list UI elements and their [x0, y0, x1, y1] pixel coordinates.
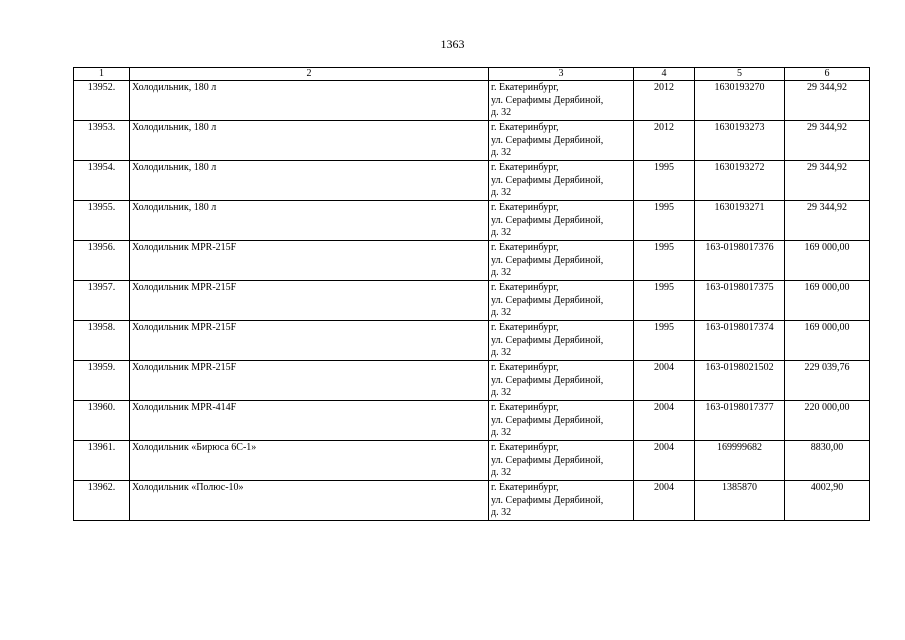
item-name: Холодильник MPR-215F — [130, 361, 489, 401]
inventory-number: 163-0198017375 — [695, 281, 785, 321]
item-name: Холодильник MPR-215F — [130, 281, 489, 321]
item-address — [489, 81, 634, 121]
address-line: ул. Серафимы Дерябиной, — [491, 374, 604, 386]
row-number: 13954. — [74, 161, 130, 201]
item-name: Холодильник MPR-215F — [130, 241, 489, 281]
table-row — [74, 481, 870, 521]
inventory-number: 163-0198017376 — [695, 241, 785, 281]
address-line: д. 32 — [491, 507, 512, 518]
item-name: Холодильник, 180 л — [130, 161, 489, 201]
address-line: ул. Серафимы Дерябиной, — [491, 294, 604, 306]
column-header-5: 5 — [695, 68, 785, 81]
address-line: г. Екатеринбург, — [491, 442, 559, 453]
address-line: д. 32 — [491, 187, 512, 198]
address-line: д. 32 — [491, 307, 512, 318]
table-row — [74, 361, 870, 401]
address-line: г. Екатеринбург, — [491, 162, 559, 173]
inventory-number: 163-0198017374 — [695, 321, 785, 361]
table-row — [74, 321, 870, 361]
item-name: Холодильник, 180 л — [130, 201, 489, 241]
item-year: 1995 — [634, 281, 695, 321]
address-line: ул. Серафимы Дерябиной, — [491, 454, 604, 466]
item-cost: 229 039,76 — [785, 361, 870, 401]
item-year: 1995 — [634, 241, 695, 281]
item-address — [489, 321, 634, 361]
item-address — [489, 441, 634, 481]
item-cost: 169 000,00 — [785, 241, 870, 281]
row-number: 13961. — [74, 441, 130, 481]
item-address — [489, 161, 634, 201]
address-line: ул. Серафимы Дерябиной, — [491, 494, 604, 506]
item-name: Холодильник MPR-215F — [130, 321, 489, 361]
item-name: Холодильник «Бирюса 6С-1» — [130, 441, 489, 481]
table-row — [74, 201, 870, 241]
item-address — [489, 401, 634, 441]
address-line: г. Екатеринбург, — [491, 242, 559, 253]
table-row — [74, 401, 870, 441]
row-number: 13959. — [74, 361, 130, 401]
address-line: д. 32 — [491, 147, 512, 158]
row-number: 13956. — [74, 241, 130, 281]
address-line: г. Екатеринбург, — [491, 202, 559, 213]
column-header-3: 3 — [489, 68, 634, 81]
row-number: 13957. — [74, 281, 130, 321]
address-line: г. Екатеринбург, — [491, 322, 559, 333]
item-name: Холодильник, 180 л — [130, 121, 489, 161]
table-row — [74, 441, 870, 481]
address-line: ул. Серафимы Дерябиной, — [491, 334, 604, 346]
item-year: 2012 — [634, 81, 695, 121]
inventory-number: 163-0198017377 — [695, 401, 785, 441]
row-number: 13953. — [74, 121, 130, 161]
address-line: г. Екатеринбург, — [491, 362, 559, 373]
inventory-number: 1385870 — [695, 481, 785, 521]
inventory-number: 1630193270 — [695, 81, 785, 121]
table-row — [74, 121, 870, 161]
table-row — [74, 81, 870, 121]
address-line: г. Екатеринбург, — [491, 82, 559, 93]
address-line: ул. Серафимы Дерябиной, — [491, 254, 604, 266]
table-row — [74, 241, 870, 281]
address-line: г. Екатеринбург, — [491, 282, 559, 293]
address-line: г. Екатеринбург, — [491, 482, 559, 493]
item-year: 2004 — [634, 441, 695, 481]
row-number: 13962. — [74, 481, 130, 521]
item-cost: 169 000,00 — [785, 321, 870, 361]
address-line: д. 32 — [491, 267, 512, 278]
column-header-4: 4 — [634, 68, 695, 81]
item-cost: 4002,90 — [785, 481, 870, 521]
row-number: 13955. — [74, 201, 130, 241]
page-number: 1363 — [440, 37, 465, 51]
item-name: Холодильник, 180 л — [130, 81, 489, 121]
inventory-number: 163-0198021502 — [695, 361, 785, 401]
column-header-2: 2 — [130, 68, 489, 81]
item-address — [489, 281, 634, 321]
item-year: 2004 — [634, 361, 695, 401]
address-line: д. 32 — [491, 347, 512, 358]
row-number: 13952. — [74, 81, 130, 121]
address-line: г. Екатеринбург, — [491, 122, 559, 133]
item-year: 1995 — [634, 201, 695, 241]
item-address — [489, 481, 634, 521]
address-line: ул. Серафимы Дерябиной, — [491, 134, 604, 146]
table-body — [74, 81, 870, 521]
item-address — [489, 241, 634, 281]
inventory-number: 1630193271 — [695, 201, 785, 241]
row-number: 13960. — [74, 401, 130, 441]
table-row — [74, 281, 870, 321]
property-registry-table — [73, 67, 870, 521]
item-cost: 220 000,00 — [785, 401, 870, 441]
inventory-number: 169999682 — [695, 441, 785, 481]
address-line: ул. Серафимы Дерябиной, — [491, 414, 604, 426]
address-line: д. 32 — [491, 227, 512, 238]
header-row — [74, 68, 870, 81]
item-address — [489, 121, 634, 161]
item-year: 2004 — [634, 481, 695, 521]
item-cost: 29 344,92 — [785, 81, 870, 121]
address-line: д. 32 — [491, 427, 512, 438]
item-address — [489, 201, 634, 241]
address-line: ул. Серафимы Дерябиной, — [491, 174, 604, 186]
item-cost: 29 344,92 — [785, 201, 870, 241]
row-number: 13958. — [74, 321, 130, 361]
column-header-1: 1 — [74, 68, 130, 81]
item-address — [489, 361, 634, 401]
table-header — [74, 68, 870, 81]
address-line: г. Екатеринбург, — [491, 402, 559, 413]
table-row — [74, 161, 870, 201]
item-year: 1995 — [634, 321, 695, 361]
address-line: д. 32 — [491, 387, 512, 398]
address-line: ул. Серафимы Дерябиной, — [491, 94, 604, 106]
address-line: д. 32 — [491, 467, 512, 478]
address-line: д. 32 — [491, 107, 512, 118]
item-name: Холодильник MPR-414F — [130, 401, 489, 441]
item-name: Холодильник «Полюс-10» — [130, 481, 489, 521]
inventory-number: 1630193273 — [695, 121, 785, 161]
item-year: 1995 — [634, 161, 695, 201]
inventory-number: 1630193272 — [695, 161, 785, 201]
column-header-6: 6 — [785, 68, 870, 81]
item-cost: 29 344,92 — [785, 161, 870, 201]
address-line: ул. Серафимы Дерябиной, — [491, 214, 604, 226]
item-cost: 29 344,92 — [785, 121, 870, 161]
item-year: 2012 — [634, 121, 695, 161]
item-cost: 8830,00 — [785, 441, 870, 481]
item-year: 2004 — [634, 401, 695, 441]
item-cost: 169 000,00 — [785, 281, 870, 321]
